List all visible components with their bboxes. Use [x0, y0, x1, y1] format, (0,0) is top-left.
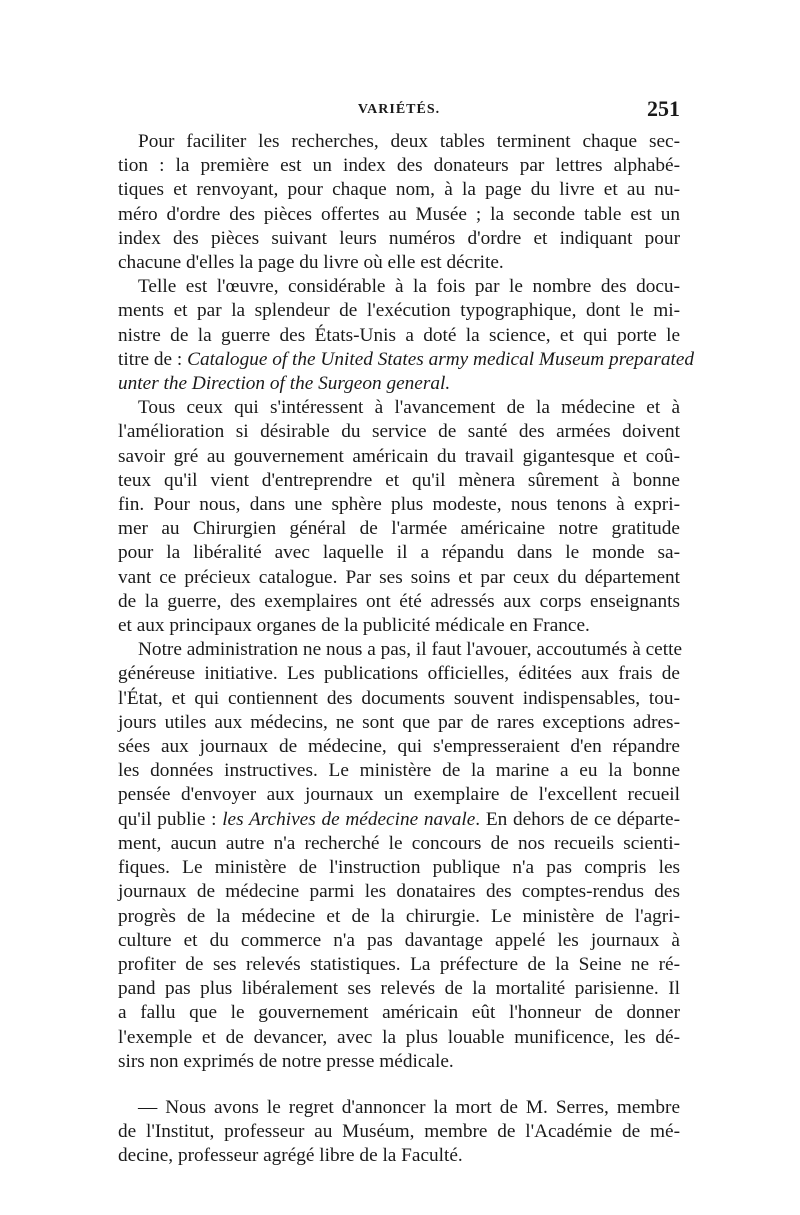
text-line — [118, 808, 680, 832]
text-line: pensée d'envoyer aux journaux un exemplaire de l'excellent recueil — [118, 784, 680, 806]
paragraph-5 — [118, 1096, 680, 1169]
text-line: tion : la première est un index des donateurs par lettres alphabé- — [118, 155, 680, 177]
text-line: mer au Chirurgien général de l'armée américaine notre gratitude — [118, 518, 680, 540]
text-line: fiques. Le ministère de l'instruction publique n'a pas compris les — [118, 857, 680, 879]
text-line: culture et du commerce n'a pas davantage appelé les journaux à — [118, 929, 680, 951]
text-line: de la guerre, des exemplaires ont été adressés aux corps enseignants — [118, 590, 680, 612]
paragraph-2 — [118, 275, 695, 396]
text-line: et aux principaux organes de la publicité médicale en France. — [118, 615, 590, 637]
text-line: a fallu que le gouvernement américain eût l'honneur de donner — [118, 1002, 680, 1024]
text-line — [118, 372, 680, 396]
paragraph-3 — [118, 396, 680, 638]
text-fragment: qu'il publie : — [118, 808, 223, 830]
text-line: savoir gré au gouvernement américain du travail gigantesque et coû- — [118, 445, 680, 467]
book-title: Catalogue of the United States army medical Museum preparated — [187, 348, 695, 370]
text-line: l'exemple et de devancer, avec la plus louable munificence, les dé- — [118, 1026, 680, 1048]
text-line: les données instructives. Le ministère de la marine a eu la bonne — [118, 760, 680, 782]
text-line: vant ce précieux catalogue. Par ses soins et par ceux du département — [118, 566, 680, 588]
text-line: index des pièces suivant leurs numéros d'ordre et indiquant pour — [118, 227, 680, 249]
text-line: progrès de la médecine et de la chirurgie. Le ministère de l'agri- — [118, 905, 680, 927]
section-gap — [118, 1074, 680, 1096]
text-line: decine, professeur agrégé libre de la Faculté. — [118, 1145, 463, 1167]
text-line: — Nous avons le regret d'annoncer la mort de M. Serres, membre — [138, 1096, 680, 1118]
page-header — [118, 96, 680, 126]
text-line: généreuse initiative. Les publications officielles, éditées aux frais de — [118, 663, 680, 685]
text-fragment: . En dehors de ce départe- — [475, 808, 680, 830]
text-line: méro d'ordre des pièces offertes au Musée ; la seconde table est un — [118, 203, 680, 225]
text-line — [118, 348, 695, 372]
body-text — [118, 130, 695, 1169]
text-line: sées aux journaux de médecine, qui s'empresseraient d'en répandre — [118, 736, 680, 758]
journal-title: les Archives de médecine navale — [222, 808, 476, 830]
text-line: l'amélioration si désirable du service de santé des armées doivent — [118, 421, 680, 443]
text-line: Pour faciliter les recherches, deux tables terminent chaque sec- — [138, 131, 680, 152]
text-line: journaux de médecine parmi les donataires des comptes-rendus des — [118, 881, 680, 903]
text-line: pand pas plus libéralement ses relevés de la mortalité parisienne. Il — [118, 978, 680, 1000]
text-line: chacune d'elles la page du livre où elle est décrite. — [118, 252, 504, 274]
text-line: jours utiles aux médecins, ne sont que par de rares exceptions adres- — [118, 711, 680, 733]
paragraph-1 — [118, 130, 680, 275]
text-line: l'État, et qui contiennent des documents souvent indispensables, tou- — [118, 687, 680, 709]
text-line: nistre de la guerre des États-Unis a doté la science, et qui porte le — [118, 324, 680, 346]
text-line: ment, aucun autre n'a recherché le concours de nos recueils scienti- — [118, 832, 680, 854]
page-number: 251 — [647, 96, 680, 121]
text-line: pour la libéralité avec laquelle il a répandu dans le monde sa- — [118, 542, 680, 564]
book-title-cont: unter the Direction of the Surgeon general. — [118, 373, 451, 395]
text-fragment: titre de : — [118, 348, 188, 370]
text-line: ments et par la splendeur de l'exécution typographique, dont le mi- — [118, 300, 680, 322]
text-line: sirs non exprimés de notre presse médicale. — [118, 1050, 454, 1072]
text-line: Tous ceux qui s'intéressent à l'avancement de la médecine et à — [138, 397, 680, 419]
text-line: fin. Pour nous, dans une sphère plus modeste, nous tenons à expri- — [118, 494, 680, 516]
text-line: de l'Institut, professeur au Muséum, membre de l'Académie de mé- — [118, 1121, 680, 1143]
paragraph-4 — [118, 638, 680, 1074]
text-line: Notre administration ne nous a pas, il faut l'avouer, accoutumés à cette — [138, 639, 682, 661]
text-line: profiter de ses relevés statistiques. La préfecture de la Seine ne ré- — [118, 953, 680, 975]
text-line: Telle est l'œuvre, considérable à la fois par le nombre des docu- — [138, 276, 680, 298]
text-line: tiques et renvoyant, pour chaque nom, à la page du livre et au nu- — [118, 179, 680, 201]
text-line: teux qu'il vient d'entreprendre et qu'il mènera sûrement à bonne — [118, 469, 680, 491]
running-title: VARIÉTÉS. — [357, 102, 441, 117]
